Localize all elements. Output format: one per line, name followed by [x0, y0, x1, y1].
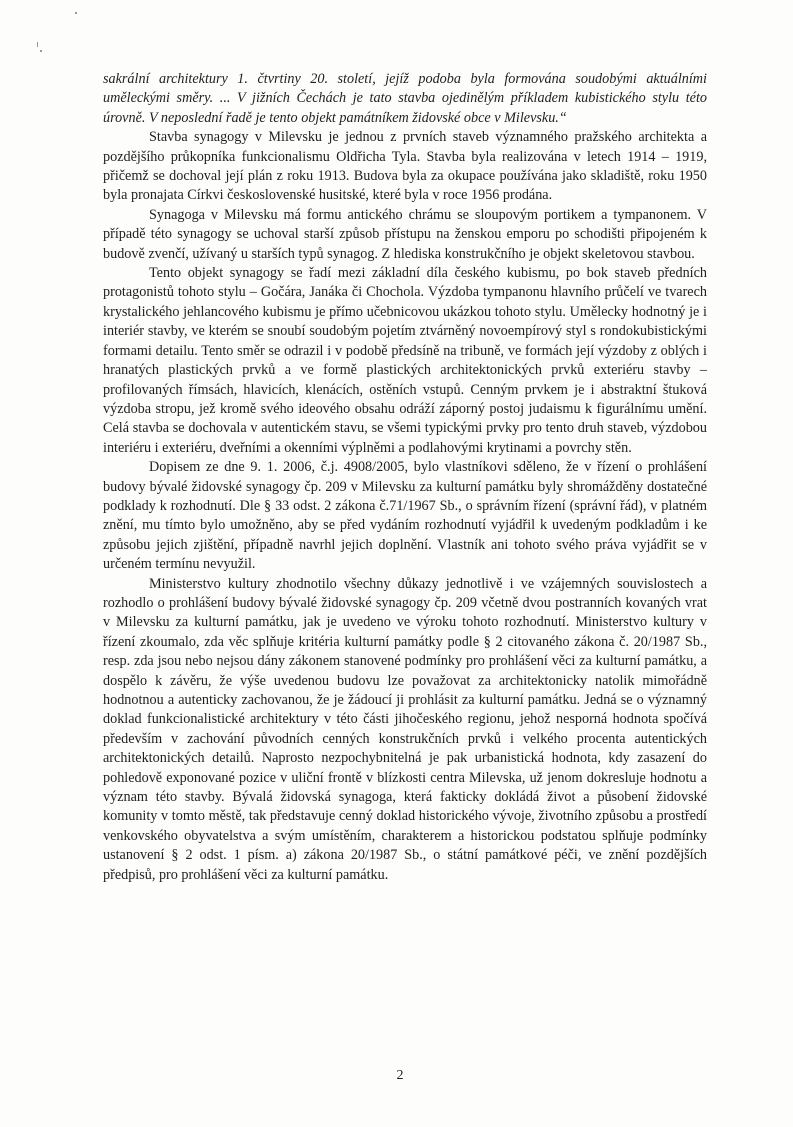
paragraph-ministry-decision: Ministerstvo kultury zhodnotilo všechny důkazy jednotlivě i ve vzájemných souvislostech a rozhodlo o prohlášení budovy bývalé židovské synagogy čp. 209 včetně dvou postranních kovaných vrat v Milevsku za kulturní památku, jak je uvedeno ve výroku tohoto rozhodnutí. Ministerstvo kultury v řízení zkoumalo, zda věc splňuje kritéria kulturní památky podle § 2 citovaného zákona č. 20/1987 Sb., resp. zda jsou nebo nejsou dány zákonem stanovené podmínky pro prohlášení věci za kulturní památku, a dospělo k závěru, že výše uvedenou budovu lze považovat za architektonicky natolik mimořádně hodnotnou a autenticky zachovanou, že je žádoucí ji prohlásit za kulturní památku. Jedná se o významný doklad funkcionalistické architektury v této části jihočeského regionu, jehož nesporná hodnota spočívá především v zachování původních cenných konstrukčních prvků i velkého procenta autentických architektonických detailů. Naprosto nezpochybnitelná je pak urbanistická hodnota, kdy zasazení do pohledově exponované pozice v uliční frontě v blízkosti centra Milevska, už jenom dokresluje hodnotu a význam této stavby. Bývalá židovská synagoga, která fakticky dokládá život a působení židovské komunity v tomto městě, tak představuje cenný doklad historického vývoje, životního způsobu a prostředí venkovského obyvatelstva a svým umístěním, charakterem a historickou podstatou splňuje podmínky ustanovení § 2 odst. 1 písm. a) zákona 20/1987 Sb., o státní památkové péči, ve znění pozdějších předpisů, pro prohlášení věci za kulturní památku. — [103, 575, 707, 883]
paragraph-building-form: Synagoga v Milevsku má formu antického chrámu se sloupovým portikem a tympanonem. V případě této synagogy se uchoval starší způsob přístupu na ženskou emporu po schodišti připojeném k budově zvenčí, užívaný u starších typů synagog. Z hlediska konstrukčního je objekt skeletovou stavbou. — [103, 206, 707, 262]
scan-speck — [40, 50, 42, 52]
paragraph-building-history: Stavba synagogy v Milevsku je jednou z prvních staveb významného pražského architekta a pozdějšího průkopníka funkcionalismu Oldřicha Tyla. Stavba byla realizována v letech 1914 – 1919, přičemž se dochoval její plán z roku 1913. Budova byla za okupace používána jako skladiště, roku 1950 byla pronajata Církvi československé husitské, které byla v roce 1956 prodána. — [103, 129, 707, 204]
quote-paragraph: sakrální architektury 1. čtvrtiny 20. století, jejíž podoba byla formována soudobými aktuálními uměleckými směry. ... V jižních Čechách je tato stavba ojedinělým příkladem kubistického stylu této úrovně. V neposlední řadě je tento objekt památníkem židovské obce v Milevsku.“ — [103, 71, 707, 126]
document-body — [103, 70, 707, 885]
page-number: 2 — [396, 1068, 404, 1083]
scan-speck — [37, 42, 38, 47]
scan-speck — [75, 12, 77, 14]
paragraph-cubism: Tento objekt synagogy se řadí mezi základní díla českého kubismu, po bok staveb předních protagonistů tohoto stylu – Gočára, Janáka či Chochola. Výzdoba tympanonu hlavního průčelí ve tvarech krystalického jehlancového kubismu je přímo učebnicovou ukázkou tohoto stylu. Umělecky hodnotný je i interiér stavby, ve kterém se snoubí soudobým pojetím ztvárněný novoempírový styl s rondokubistickými formami detailu. Tento směr se odrazil i v podobě předsíně na tribuně, ve formách její výzdoby z oblých i hranatých plastických prvků a ve formě plastických architektonických prvků exteriéru stavby – profilovaných římsách, hlavicích, klenácích, ostěních vstupů. Cenným prvkem je i abstraktní štuková výzdoba stropu, jež kromě svého ideového obsahu odráží záporný postoj judaismu k figurálnímu umění. Celá stavba se dochovala v autentickém stavu, se všemi typickými prvky pro tento druh staveb, výzdobou interiéru i exteriéru, dveřními a okenními výplněmi a podlahovými krytinami a povrchy stěn. — [103, 265, 707, 456]
paragraph-letter: Dopisem ze dne 9. 1. 2006, č.j. 4908/2005, bylo vlastníkovi sděleno, že v řízení o prohlášení budovy bývalé židovské synagogy čp. 209 v Milevsku za kulturní památku byly shromážděny dostatečné podklady k rozhodnutí. Dle § 33 odst. 2 zákona č.71/1967 Sb., o správním řízení (správní řád), v platném znění, mu tímto bylo umožněno, aby se před vydáním rozhodnutí vyjádřil k uvedeným podkladům i ke způsobu jejich zjištění, případně navrhl jejich doplnění. Vlastník ani tohoto svého práva vyjádřit se v určeném termínu nevyužil. — [103, 459, 707, 573]
